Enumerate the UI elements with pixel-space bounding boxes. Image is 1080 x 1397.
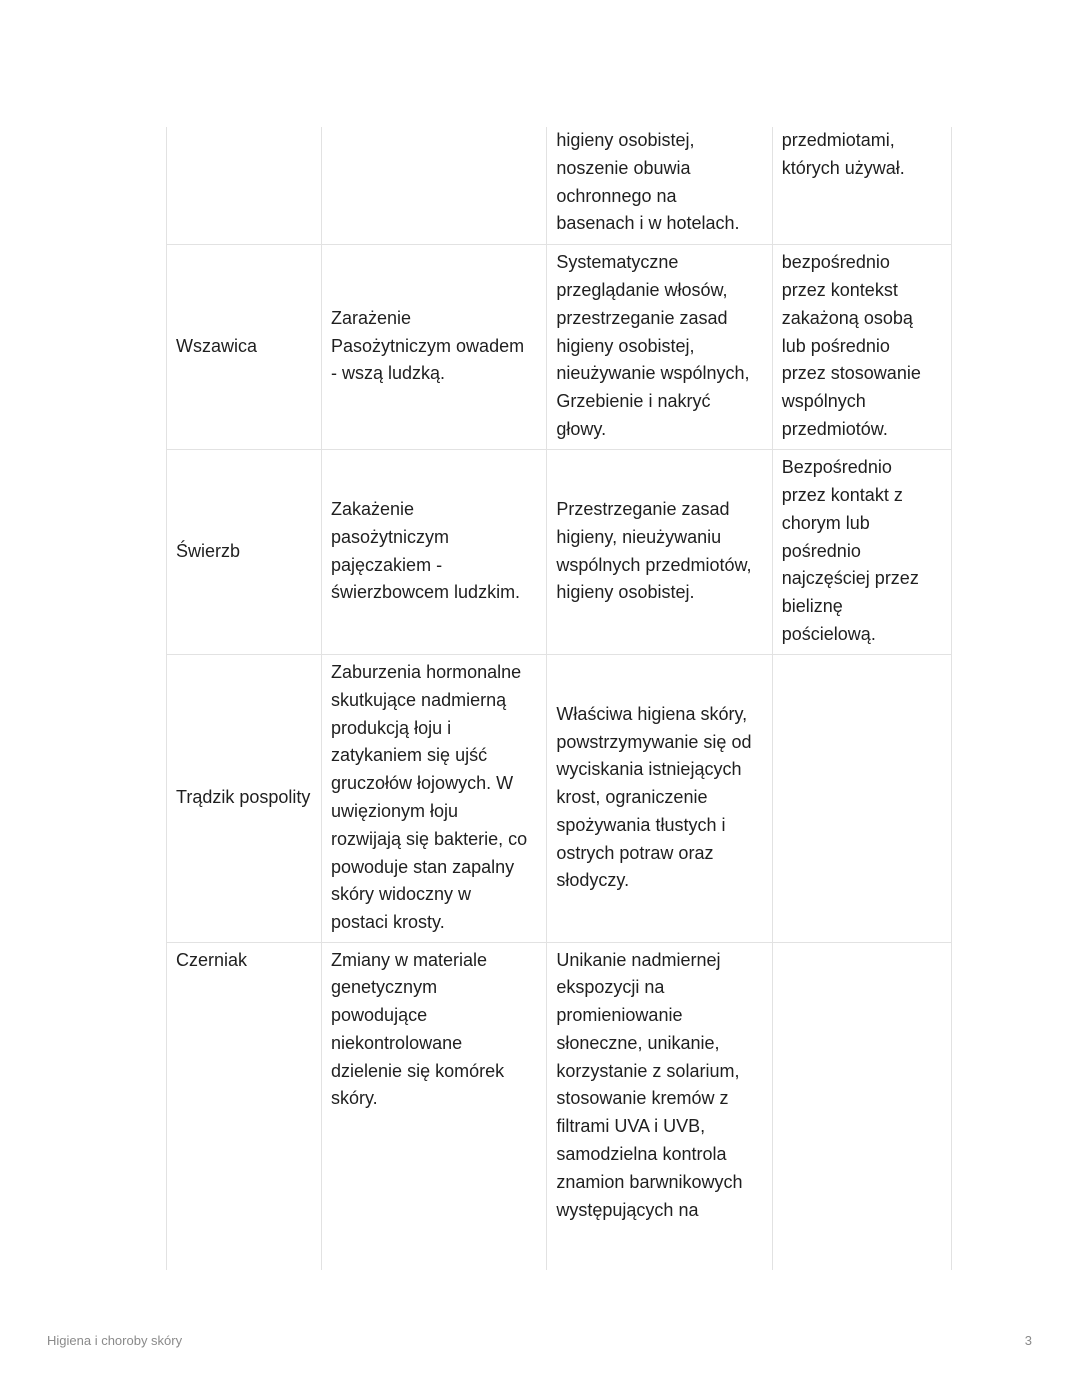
transmission-cell [772, 654, 951, 942]
cause-cell: Zmiany w materiale genetycznym powodujące niekontrolowane dzielenie się komórek skóry. [322, 942, 547, 1270]
disease-name-cell: Wszawica [167, 244, 322, 449]
prevention-cell: Systematyczne przeglądanie włosów, przestrzeganie zasad higieny osobistej, nieużywanie wspólnych, Grzebienie i nakryć głowy. [547, 244, 772, 449]
cause-cell: Zarażenie Pasożytniczym owadem - wszą ludzką. [322, 244, 547, 449]
prevention-cell: Przestrzeganie zasad higieny, nieużywaniu wspólnych przedmiotów, higieny osobistej. [547, 449, 772, 654]
table-row [167, 244, 952, 449]
prevention-cell: higieny osobistej, noszenie obuwia ochronnego na basenach i w hotelach. [547, 127, 772, 244]
disease-name-cell: Czerniak [167, 942, 322, 1270]
disease-table [166, 127, 952, 1270]
transmission-cell [772, 942, 951, 1270]
cause-cell [322, 127, 547, 244]
transmission-cell: bezpośrednio przez kontekst zakażoną osobą lub pośrednio przez stosowanie wspólnych przedmiotów. [772, 244, 951, 449]
table-row [167, 127, 952, 244]
disease-name-cell: Trądzik pospolity [167, 654, 322, 942]
table-row [167, 942, 952, 1270]
footer-page-number: 3 [1024, 1333, 1032, 1348]
table-row [167, 654, 952, 942]
disease-name-cell [167, 127, 322, 244]
prevention-cell: Właściwa higiena skóry, powstrzymywanie się od wyciskania istniejących krost, ograniczenie spożywania tłustych i ostrych potraw oraz słodyczy. [547, 654, 772, 942]
transmission-cell: Bezpośrednio przez kontakt z chorym lub pośrednio najczęściej przez bieliznę pościelową. [772, 449, 951, 654]
prevention-cell: Unikanie nadmiernej ekspozycji na promieniowanie słoneczne, unikanie, korzystanie z solarium, stosowanie kremów z filtrami UVA i UVB, samodzielna kontrola znamion barwnikowych występujących na [547, 942, 772, 1270]
table-row [167, 449, 952, 654]
disease-name-cell: Świerzb [167, 449, 322, 654]
footer-document-title: Higiena i choroby skóry [47, 1333, 183, 1348]
cause-cell: Zaburzenia hormonalne skutkujące nadmierną produkcją łoju i zatykaniem się ujść gruczołów łojowych. W uwięzionym łoju rozwijają się bakterie, co powoduje stan zapalny skóry widoczny w postaci krosty. [322, 654, 547, 942]
transmission-cell: przedmiotami, których używał. [772, 127, 951, 244]
cause-cell: Zakażenie pasożytniczym pajęczakiem - świerzbowcem ludzkim. [322, 449, 547, 654]
